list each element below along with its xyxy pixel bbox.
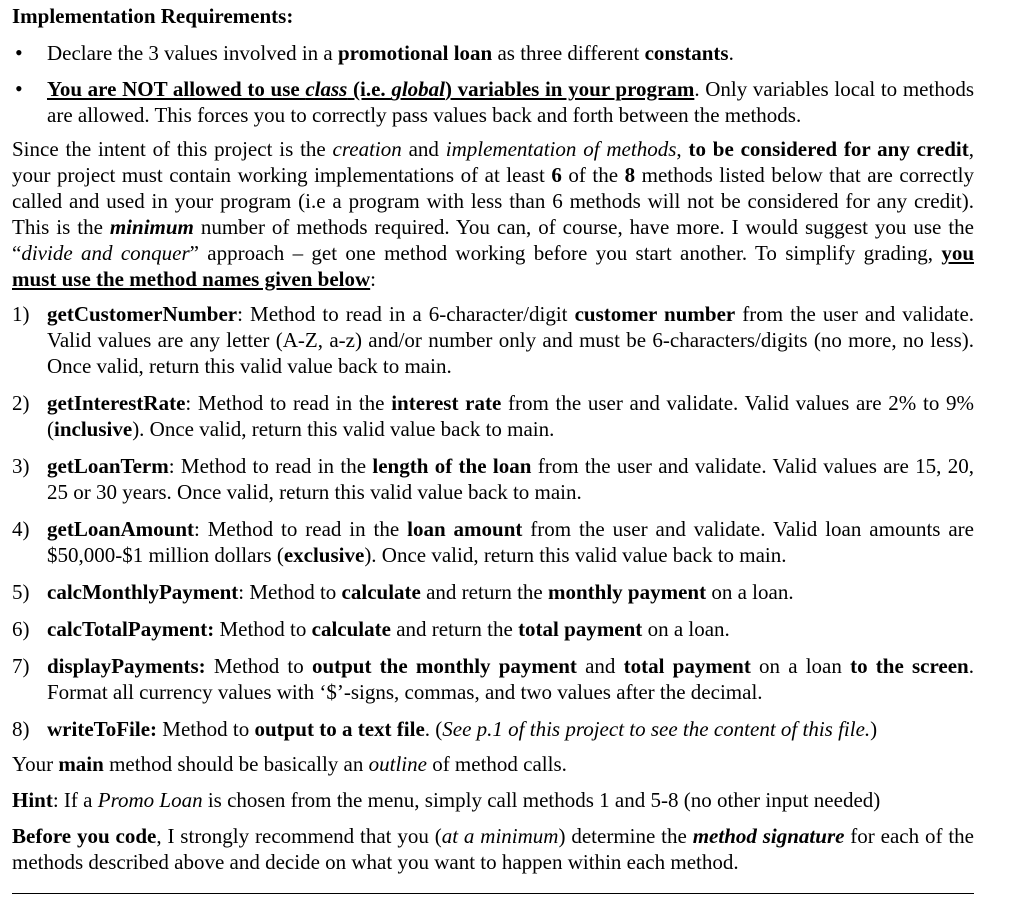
text: and return the [420, 580, 548, 604]
text: Method to [214, 617, 312, 641]
item-number: 6) [12, 617, 30, 641]
text: : If a [52, 788, 98, 812]
text: Your [12, 752, 59, 776]
bold-text: output the monthly payment [311, 654, 577, 678]
italic-text: implementation of methods [445, 137, 677, 161]
bold-text: promotional loan [337, 41, 493, 65]
text: . ( [424, 717, 443, 741]
text: : Method to read in the [168, 454, 373, 478]
method-name: getLoanTerm [47, 454, 169, 478]
item-number: 7) [12, 654, 30, 678]
method-name: writeToFile: [47, 717, 158, 741]
text: of method calls. [426, 752, 567, 776]
bold-text: inclusive [54, 417, 133, 441]
text: of the [561, 163, 625, 187]
hint-paragraph [12, 787, 974, 813]
italic-text: at a minimum [441, 824, 559, 848]
text: : Method to read in the [185, 391, 392, 415]
method-item [12, 453, 974, 505]
text: Method to [205, 654, 312, 678]
bold-text: to the screen [850, 654, 969, 678]
text: : Method to [238, 580, 342, 604]
text: on a loan. [706, 580, 794, 604]
method-name: displayPayments: [47, 654, 206, 678]
text: from the user and validate. Valid values are 2% to 9% ( [47, 391, 975, 441]
requirement-item [12, 40, 974, 66]
method-name: getLoanAmount [47, 517, 195, 541]
method-name: getInterestRate [47, 391, 186, 415]
text: and [401, 137, 446, 161]
bold-text: loan amount [407, 517, 523, 541]
bold-text: output to a text file [254, 717, 425, 741]
requirements-list [12, 40, 974, 128]
hint-label: Hint [12, 788, 53, 812]
italic-text: See p.1 of this project to see the content of this file. [442, 717, 871, 741]
text: methods listed below that are correctly called and used in your program (i.e a program with less than 6 methods will not be considered for any credit). This is the [12, 163, 974, 239]
method-item [12, 653, 974, 705]
text: ). Once valid, return this valid value back to main. [132, 417, 555, 441]
bottom-divider [12, 893, 974, 894]
text: ) [870, 717, 878, 741]
bold-text: customer number [574, 302, 736, 326]
italic-text: class [305, 77, 348, 101]
method-item [12, 301, 974, 379]
bold-text: 8 [624, 163, 636, 187]
text: as three different [492, 41, 645, 65]
method-item [12, 516, 974, 568]
bold-text: exclusive [283, 543, 365, 567]
text: on a loan [750, 654, 851, 678]
method-name: getCustomerNumber [47, 302, 238, 326]
bold-text: total payment [623, 654, 751, 678]
item-number: 1) [12, 302, 30, 326]
text: ) determine the [558, 824, 693, 848]
document-page [12, 0, 974, 875]
text: from the user and validate. Valid values are 15, 20, 25 or 30 years. Once valid, return this valid value back to main. [47, 454, 975, 504]
bold-text: calculate [341, 580, 421, 604]
text: Method to [157, 717, 255, 741]
underlined-warning [47, 77, 694, 101]
text: . Only variables local to methods are allowed. This forces you to correctly pass values back and forth between the methods. [47, 77, 974, 127]
text: from the user and validate. Valid loan amounts are $50,000-$1 million dollars ( [47, 517, 974, 567]
bold-italic-text: minimum [109, 215, 194, 239]
bold-text: length of the loan [372, 454, 532, 478]
text: Declare the 3 values involved in a [47, 41, 338, 65]
method-name: calcTotalPayment: [47, 617, 215, 641]
text: and return the [390, 617, 519, 641]
bold-text: total payment [518, 617, 643, 641]
main-method-paragraph [12, 751, 974, 777]
bold-text: main [58, 752, 104, 776]
bold-text: 6 [551, 163, 562, 187]
italic-text: divide and conquer [21, 241, 190, 265]
text: from the user and validate. Valid values are any letter (A-Z, a-z) and/or number only and must be 6-characters/digits (no more, no less). Once valid, return this valid value back to main. [47, 302, 975, 378]
item-number: 8) [12, 717, 30, 741]
method-item [12, 579, 974, 605]
text: number of methods required. You can, of course, have more. I would suggest you use the “ [12, 215, 974, 265]
text: Since the intent of this project is the [12, 137, 333, 161]
text: ) variables in your program [445, 77, 695, 101]
text: . Format all currency values with ‘$’-signs, commas, and two values after the decimal. [47, 654, 974, 704]
method-item [12, 390, 974, 442]
method-name: calcMonthlyPayment [47, 580, 239, 604]
intro-paragraph [12, 136, 974, 292]
section-heading: Implementation Requirements: [12, 4, 294, 28]
item-number: 5) [12, 580, 30, 604]
text: , your project must contain working implementations of at least [12, 137, 974, 187]
text: on a loan. [642, 617, 730, 641]
bold-text: to be considered for any credit [688, 137, 969, 161]
closing-paragraph [12, 823, 974, 875]
italic-text: global [391, 77, 445, 101]
text: , I strongly recommend that you ( [156, 824, 442, 848]
requirement-item [12, 76, 974, 128]
italic-text: outline [368, 752, 427, 776]
underlined-text: you must use the method names given below [12, 241, 975, 291]
methods-list [12, 301, 974, 742]
bold-text: constants [644, 41, 729, 65]
text: : Method to read in the [194, 517, 408, 541]
text: . [728, 41, 734, 65]
item-number: 2) [12, 391, 30, 415]
bold-italic-text: method signature [692, 824, 845, 848]
text: You are NOT allowed to use [47, 77, 306, 101]
text: ). Once valid, return this valid value back to main. [364, 543, 787, 567]
italic-text: Promo Loan [97, 788, 203, 812]
text: is chosen from the menu, simply call methods 1 and 5-8 (no other input needed) [202, 788, 881, 812]
text: and [576, 654, 624, 678]
text: , [676, 137, 689, 161]
bold-text: Before you code [12, 824, 157, 848]
text: method should be basically an [103, 752, 369, 776]
text: for each of the methods described above and decide on what you want to happen within each method. [12, 824, 975, 874]
text: ” approach – get one method working before you start another. To simplify grading, [189, 241, 942, 265]
italic-text: creation [332, 137, 402, 161]
bold-text: interest rate [391, 391, 502, 415]
method-item [12, 716, 974, 742]
method-item [12, 616, 974, 642]
bold-text: calculate [311, 617, 391, 641]
item-number: 3) [12, 454, 30, 478]
bold-text: monthly payment [547, 580, 707, 604]
text: : [370, 267, 377, 291]
item-number: 4) [12, 517, 30, 541]
text: : Method to read in a 6-character/digit [237, 302, 575, 326]
text: (i.e. [347, 77, 392, 101]
